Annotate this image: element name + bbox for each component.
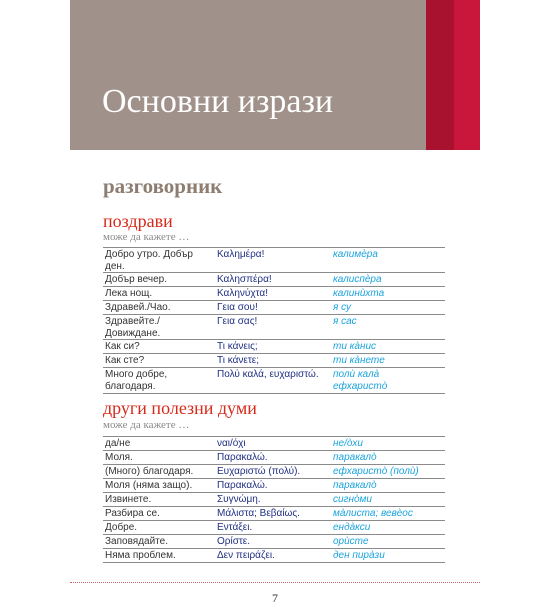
header-accent-dark	[426, 0, 454, 150]
bulgarian-phrase: Добър вечер.	[105, 274, 167, 285]
greek-phrase: ναι/όχι	[217, 438, 246, 449]
greek-phrase: Καλησπέρα!	[217, 274, 272, 285]
table-row	[103, 315, 445, 340]
table-row	[103, 436, 445, 451]
bulgarian-phrase: Здравейте./ Довиждане.	[105, 316, 161, 339]
greek-phrase: Καληνύχτα!	[217, 288, 268, 299]
bulgarian-phrase: Как си?	[105, 341, 140, 352]
bulgarian-phrase: Моля.	[105, 452, 133, 463]
header-accent-red	[454, 0, 480, 150]
bulgarian-phrase: Лека нощ.	[105, 288, 153, 299]
greek-phrase: Παρακαλώ.	[217, 452, 268, 463]
greek-phrase: Μάλιστα; Βεβαίως.	[217, 508, 300, 519]
transliteration: ти кàнис	[333, 341, 377, 352]
transliteration: я су	[333, 302, 352, 313]
greetings-heading: поздрави	[103, 211, 173, 231]
useful-words-heading: други полезни думи	[103, 398, 257, 418]
greek-phrase: Εντάξει.	[217, 522, 253, 533]
useful-words-subheading: може да кажете …	[103, 419, 190, 431]
header-band	[70, 0, 426, 150]
bulgarian-phrase: Много добре, благодаря.	[105, 369, 168, 392]
greetings-table	[103, 247, 445, 394]
table-row	[103, 465, 445, 479]
table-row	[103, 273, 445, 287]
table-row	[103, 549, 445, 563]
page-title: Основни изрази	[102, 83, 334, 120]
greek-phrase: Γεια σου!	[217, 302, 258, 313]
table-row	[103, 301, 445, 315]
table-row	[103, 340, 445, 354]
transliteration: ендàкси	[333, 522, 371, 533]
table-row	[103, 451, 445, 465]
greek-phrase: Συγνώμη.	[217, 494, 261, 505]
transliteration: ти кàнете	[333, 355, 385, 366]
bulgarian-phrase: Заповядайте.	[105, 536, 168, 547]
greek-phrase: Πολύ καλά, ευχαριστώ.	[217, 369, 319, 380]
page-number: 7	[272, 591, 278, 605]
table-row	[103, 521, 445, 535]
greetings-subheading: може да кажете …	[103, 231, 190, 243]
bulgarian-phrase: (Много) благодаря.	[105, 466, 194, 477]
greek-phrase: Τι κάνεις;	[217, 341, 258, 352]
bulgarian-phrase: Разбира се.	[105, 508, 160, 519]
bulgarian-phrase: Моля (няма защо).	[105, 480, 193, 491]
transliteration: полѝ калà ефхаристò	[333, 369, 388, 392]
greek-phrase: Δεν πειράζει.	[217, 550, 275, 561]
transliteration: мàлиста; вевèос	[333, 508, 413, 519]
bulgarian-phrase: Как сте?	[105, 355, 145, 366]
transliteration: орѝсте	[333, 536, 369, 547]
footer-divider	[70, 582, 480, 583]
transliteration: калинѝхта	[333, 288, 385, 299]
transliteration: сигнòми	[333, 494, 372, 505]
table-row	[103, 368, 445, 394]
transliteration: паракалò	[333, 452, 377, 463]
bulgarian-phrase: Добро утро. Добър ден.	[105, 249, 193, 272]
table-row	[103, 535, 445, 549]
transliteration: ден пирàзи	[333, 550, 385, 561]
greek-phrase: Παρακαλώ.	[217, 480, 268, 491]
table-row	[103, 493, 445, 507]
table-row	[103, 479, 445, 493]
greek-phrase: Γεια σας!	[217, 316, 258, 327]
bulgarian-phrase: Добре.	[105, 522, 138, 533]
table-row	[103, 247, 445, 273]
transliteration: я сас	[333, 316, 357, 327]
table-row	[103, 354, 445, 368]
greek-phrase: Καλημέρα!	[217, 249, 265, 260]
table-row	[103, 287, 445, 301]
bulgarian-phrase: да/не	[105, 438, 131, 449]
transliteration: калиспѐра	[333, 274, 382, 285]
bulgarian-phrase: Здравей./Чао.	[105, 302, 171, 313]
transliteration: паракалò	[333, 480, 377, 491]
useful-words-table	[103, 436, 445, 563]
section-title: разговорник	[103, 174, 223, 198]
greek-phrase: Τι κάνετε;	[217, 355, 260, 366]
bulgarian-phrase: Няма проблем.	[105, 550, 176, 561]
transliteration: калимѐра	[333, 249, 378, 260]
table-row	[103, 507, 445, 521]
transliteration: не/òхи	[333, 438, 363, 449]
greek-phrase: Ευχαριστώ (πολύ).	[217, 466, 301, 477]
transliteration: ефхаристò (полѝ)	[333, 466, 419, 477]
bulgarian-phrase: Извинете.	[105, 494, 152, 505]
greek-phrase: Ορίστε.	[217, 536, 251, 547]
